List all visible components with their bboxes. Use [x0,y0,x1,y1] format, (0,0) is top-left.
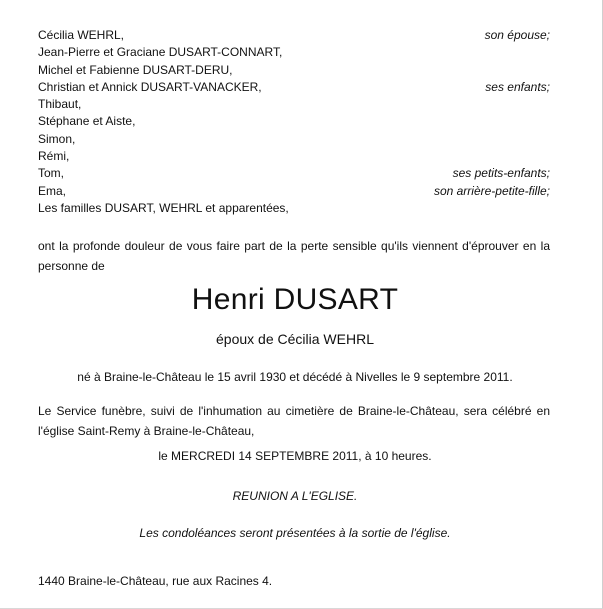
family-member-name: Tom, [38,166,65,181]
family-row [38,27,550,44]
family-row [38,96,550,113]
family-relation: ses enfants; [485,79,550,94]
announcement-paragraph: ont la profonde douleur de vous faire part de la perte sensible qu'ils viennent d'éprouver en la personne de [38,239,550,273]
family-row [38,113,550,130]
family-member-name: Michel et Fabienne DUSART-DERU, [38,62,233,77]
family-address: 1440 Braine-le-Château, rue aux Racines 4. [38,574,273,588]
family-relation: son arrière-petite-fille; [433,183,550,198]
family-member-name: Les familles DUSART, WEHRL et apparentées, [38,200,289,215]
birth-death-line: né à Braine-le-Château le 15 avril 1930 et décédé à Nivelles le 9 septembre 2011. [77,370,513,384]
family-list [38,27,550,217]
family-member-name: Stéphane et Aiste, [38,114,136,129]
family-row [38,200,550,217]
family-member-name: Thibaut, [38,97,82,112]
spouse-line: époux de Cécilia WEHRL [216,331,374,347]
family-row [38,79,550,96]
funeral-service-paragraph: Le Service funèbre, suivi de l'inhumation au cimetière de Braine-le-Château, sera célébré en l'église Saint-Remy à Braine-le-Château, [38,404,550,438]
family-member-name: Christian et Annick DUSART-VANACKER, [38,79,262,94]
gathering-notice: REUNION A L'EGLISE. [232,489,358,503]
family-row [38,183,550,200]
family-row [38,62,550,79]
service-date: le MERCREDI 14 SEPTEMBRE 2011, à 10 heures. [158,449,432,463]
family-member-name: Simon, [38,131,76,146]
family-member-name: Ema, [38,183,67,198]
condolences-notice: Les condoléances seront présentées à la sortie de l'église. [139,526,451,540]
family-member-name: Cécilia WEHRL, [38,28,125,42]
deceased-name: Henri DUSART [191,283,399,316]
family-row [38,44,550,61]
family-relation: son épouse; [484,28,550,42]
family-member-name: Rémi, [38,149,70,164]
family-row [38,131,550,148]
family-relation: ses petits-enfants; [452,166,550,181]
family-row [38,148,550,165]
family-row [38,165,550,182]
family-member-name: Jean-Pierre et Graciane DUSART-CONNART, [38,45,283,60]
